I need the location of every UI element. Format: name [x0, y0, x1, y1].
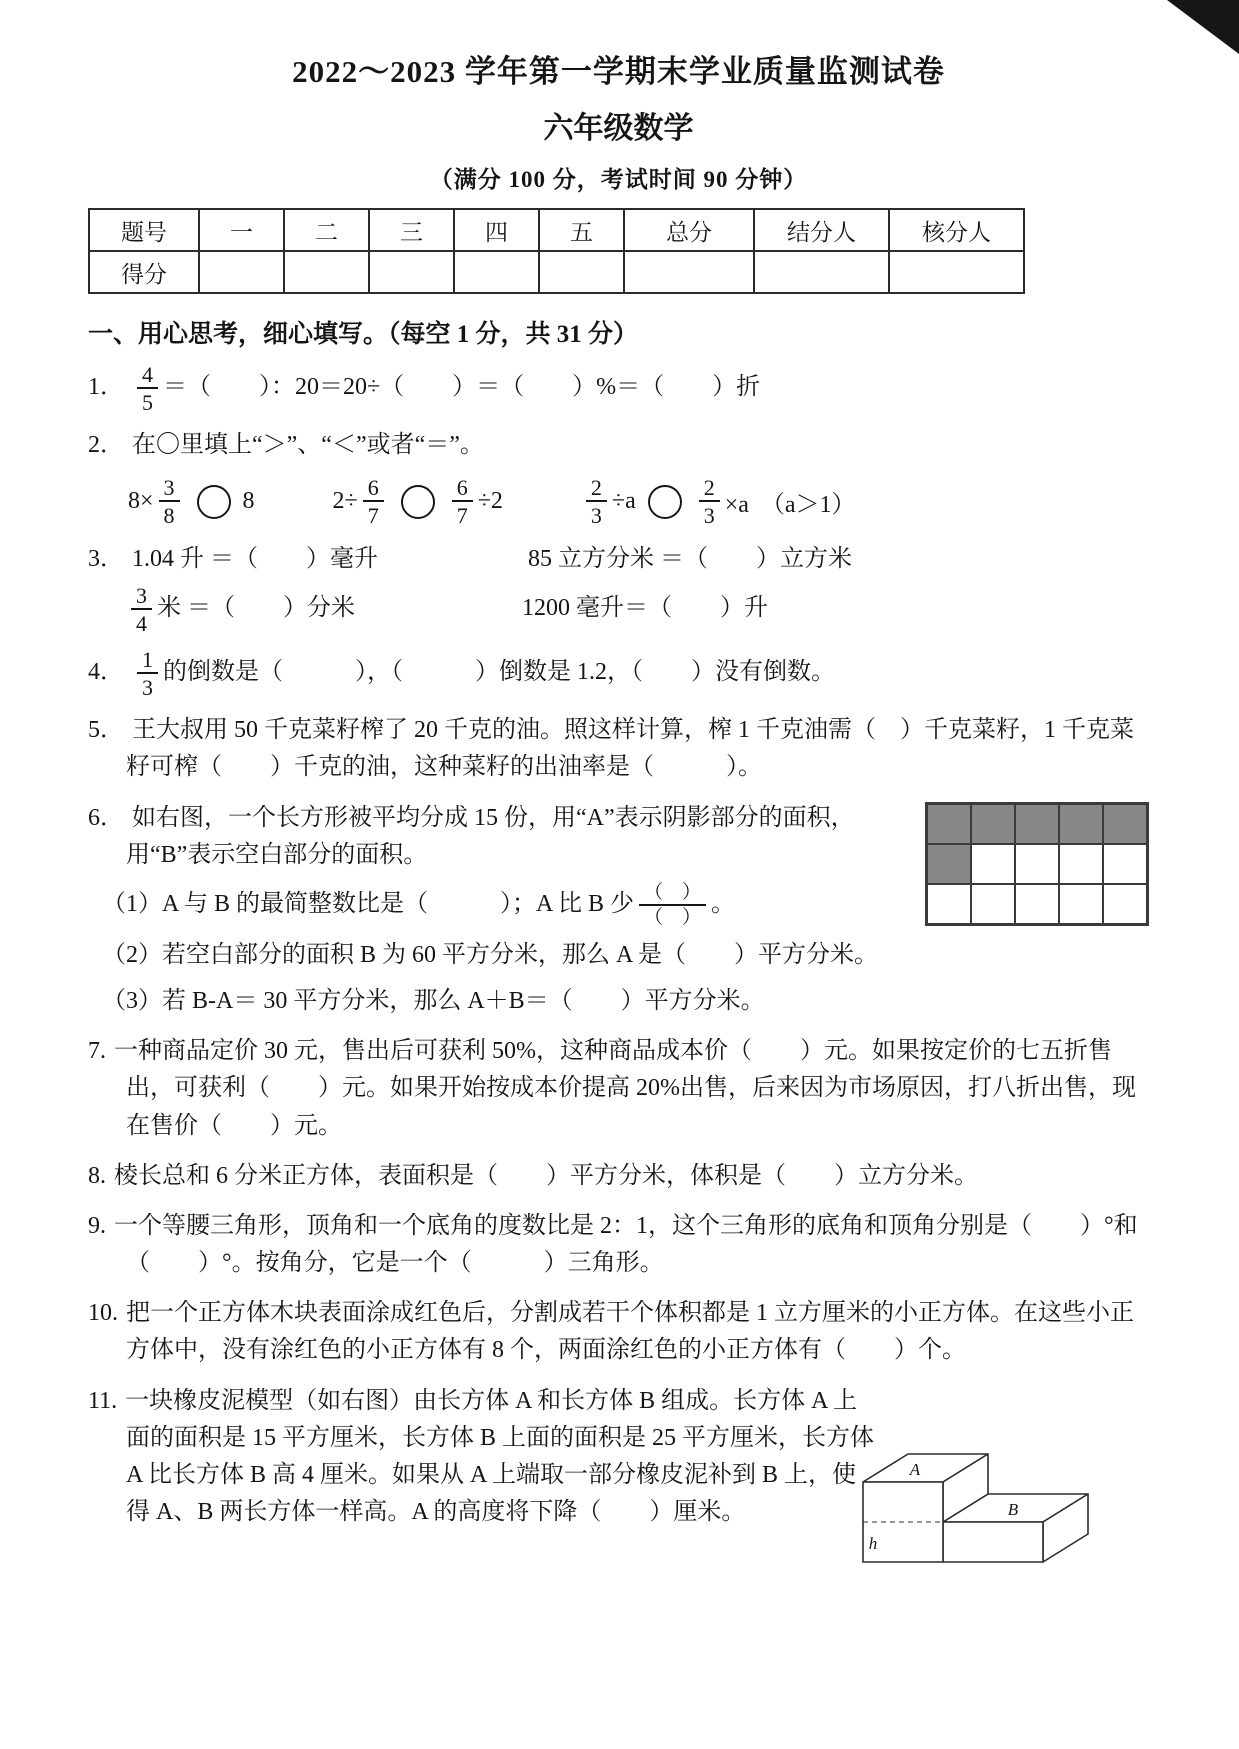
- question-number: 9.: [88, 1212, 106, 1239]
- exam-title: 2022～2023 学年第一学期末学业质量监测试卷: [292, 54, 945, 89]
- grid-cell: [1015, 844, 1059, 884]
- score-header-cell: 一: [199, 209, 284, 251]
- question-2: [88, 427, 1149, 464]
- question-number: 7.: [88, 1038, 106, 1065]
- q2-item2-fraction-1: $\frac{6}{7}$: [363, 476, 384, 527]
- q6-blank-fraction: $\frac{( )}{( )}$: [639, 883, 706, 928]
- question-number: 2．: [88, 432, 124, 459]
- exam-info: （满分 100 分，考试时间 90 分钟）: [429, 167, 808, 192]
- question-text: ＝（ ）：20＝20÷（ ）＝（ ）%＝（ ）折: [163, 374, 761, 401]
- q1-fraction: $\frac{4}{5}$: [137, 363, 158, 414]
- q3-line-2: [126, 584, 1149, 635]
- grid-cell: [971, 884, 1015, 924]
- question-number: 10.: [88, 1300, 118, 1327]
- question-text: 棱长总和 6 分米正方体，表面积是（ ）平方分米，体积是（ ）立方分米。: [114, 1162, 978, 1189]
- score-empty-cell: [199, 251, 284, 293]
- section-one-heading: 一、用心思考，细心填写。（每空 1 分，共 31 分）: [88, 321, 639, 348]
- question-7: [88, 1033, 1149, 1145]
- question-3: [88, 541, 1149, 635]
- score-table: [88, 208, 1025, 294]
- score-table-header-row: [89, 209, 1024, 251]
- score-row-label: 得分: [89, 251, 199, 293]
- q3-line-1: [88, 541, 1149, 578]
- question-text: 如右图，一个长方形被平均分成 15 份，用“A”表示阴影部分的面积，用“B”表示空白部分的面积。: [126, 804, 855, 868]
- question-text: 一种商品定价 30 元，售出后可获利 50%，这种商品成本价（ ）元。如果按定价的七五折售出，可获利（ ）元。如果开始按成本价提高 20%出售，后来因为市场原因，打八折出售，现在售价（ ）元。: [114, 1038, 1136, 1139]
- q11-figure: [868, 1437, 1149, 1589]
- figure-label-h: h: [868, 1533, 878, 1553]
- grid-cell: [1015, 884, 1059, 924]
- comparison-circle-1: [197, 485, 231, 519]
- score-header-cell: 三: [369, 209, 454, 251]
- q2-expression-1: [128, 476, 255, 527]
- grid-cell: [927, 804, 971, 844]
- question-number: 4．: [88, 659, 124, 686]
- q2-item3-fraction-1: $\frac{2}{3}$: [586, 476, 607, 527]
- q6-figure: [925, 802, 1149, 926]
- question-2-expressions: [128, 476, 1149, 527]
- score-empty-cell: [624, 251, 754, 293]
- q2-expression-2: [333, 476, 503, 527]
- q6-sub-2: （2）若空白部分的面积 B 为 60 平方分米，那么 A 是（ ）平方分米。: [102, 941, 879, 968]
- q6-sub-1: （1）A 与 B 的最简整数比是（ ）；A 比 B 少 $\frac{( )}{( )}$ 。: [102, 881, 736, 928]
- score-empty-cell: [369, 251, 454, 293]
- question-text: 一个等腰三角形，顶角和一个底角的度数比是 2：1，这个三角形的底角和顶角分别是（ ）°和（ ）°。按角分，它是一个（ ）三角形。: [114, 1212, 1138, 1277]
- expression-text: 2÷: [332, 488, 358, 515]
- question-text: 王大叔用 50 千克菜籽榨了 20 千克的油。照这样计算，榨 1 千克油需（ ）千克菜籽，1 千克菜籽可榨（ ）千克的油，这种菜籽的出油率是（ ）。: [126, 717, 1134, 781]
- q3-line2-right: 1200 毫升＝（ ）升: [522, 594, 768, 621]
- q3-line2-left: $\frac{3}{4}$ 米 ＝（ ）分米: [126, 584, 522, 635]
- question-number: 11.: [88, 1387, 118, 1414]
- q2-item1-fraction: $\frac{3}{8}$: [159, 476, 180, 527]
- q2-item2-fraction-2: $\frac{6}{7}$: [452, 476, 473, 527]
- q6-figure-grid: [925, 802, 1149, 926]
- exam-subtitle: 六年级数学: [543, 112, 694, 145]
- figure-label-b: B: [1007, 1499, 1019, 1519]
- score-empty-cell: [454, 251, 539, 293]
- question-number: 8.: [88, 1162, 106, 1189]
- score-header-cell: 核分人: [889, 209, 1024, 251]
- expression-text: ×a （a＞1）: [724, 492, 856, 519]
- q3-fraction: $\frac{3}{4}$: [131, 584, 152, 635]
- grid-cell: [1059, 884, 1103, 924]
- q3-line1-left: 1.04 升 ＝（ ）毫升: [132, 545, 378, 572]
- grid-cell: [1059, 844, 1103, 884]
- score-empty-cell: [284, 251, 369, 293]
- question-9: [88, 1208, 1149, 1282]
- q2-expression-3: [581, 476, 856, 527]
- expression-text: 8×: [128, 488, 154, 515]
- q3-line1-right: 85 立方分米 ＝（ ）立方米: [528, 545, 852, 572]
- expression-text: 8: [242, 488, 255, 515]
- grid-cell: [1103, 844, 1147, 884]
- score-header-cell: 二: [284, 209, 369, 251]
- expression-text: ÷a: [611, 488, 636, 515]
- grid-cell: [1103, 884, 1147, 924]
- grid-cell: [971, 844, 1015, 884]
- question-number: 6．: [88, 804, 124, 831]
- q4-fraction: $\frac{1}{3}$: [137, 648, 158, 699]
- grid-cell: [927, 844, 971, 884]
- question-text: 的倒数是（ ），（ ）倒数是 1.2，（ ）没有倒数。: [163, 659, 835, 686]
- question-text: 在〇里填上“＞”、“＜”或者“＝”。: [132, 432, 484, 459]
- expression-text: ÷2: [477, 488, 503, 515]
- score-header-cell: 总分: [624, 209, 754, 251]
- score-empty-cell: [889, 251, 1024, 293]
- q6-sub-3: （3）若 B-A＝ 30 平方分米，那么 A＋B＝（ ）平方分米。: [102, 987, 765, 1014]
- score-header-cell: 四: [454, 209, 539, 251]
- score-empty-cell: [754, 251, 889, 293]
- question-number: 5．: [88, 717, 124, 744]
- grid-cell: [927, 884, 971, 924]
- question-number: 1．: [88, 374, 124, 401]
- grid-cell: [1059, 804, 1103, 844]
- score-empty-cell: [539, 251, 624, 293]
- question-10: [88, 1295, 1149, 1369]
- question-text: 把一个正方体木块表面涂成红色后，分割成若干个体积都是 1 立方厘米的小正方体。在这些小正方体中，没有涂红色的小正方体有 8 个，两面涂红色的小正方体有（ ）个。: [126, 1300, 1134, 1364]
- q2-item3-fraction-2: $\frac{2}{3}$: [699, 476, 720, 527]
- question-11: [88, 1383, 1149, 1589]
- question-1: [88, 363, 1149, 414]
- question-5: [88, 712, 1149, 786]
- stepped-solid-figure: [853, 1437, 1103, 1577]
- question-4: [88, 648, 1149, 699]
- score-header-cell: 五: [539, 209, 624, 251]
- grid-cell: [1103, 804, 1147, 844]
- grid-cell: [1015, 804, 1059, 844]
- comparison-circle-2: [401, 485, 435, 519]
- question-6: [88, 800, 1149, 1021]
- score-table-score-row: [89, 251, 1024, 293]
- score-header-cell: 结分人: [754, 209, 889, 251]
- score-header-cell: 题号: [89, 209, 199, 251]
- figure-label-a: A: [909, 1459, 921, 1479]
- grid-cell: [971, 804, 1015, 844]
- question-8: [88, 1158, 1149, 1195]
- comparison-circle-3: [648, 485, 682, 519]
- question-number: 3．: [88, 545, 124, 572]
- question-text: 一块橡皮泥模型（如右图）由长方体 A 和长方体 B 组成。长方体 A 上面的面积是 15 平方厘米，长方体 B 上面的面积是 25 平方厘米，长方体 A 比长方体 B 高 4 厘米。如果从 A 上端取一部分橡皮泥补到 B 上，使得 A、B 两长方体一样高。A 的高度将下降（ ）厘米。: [125, 1387, 875, 1526]
